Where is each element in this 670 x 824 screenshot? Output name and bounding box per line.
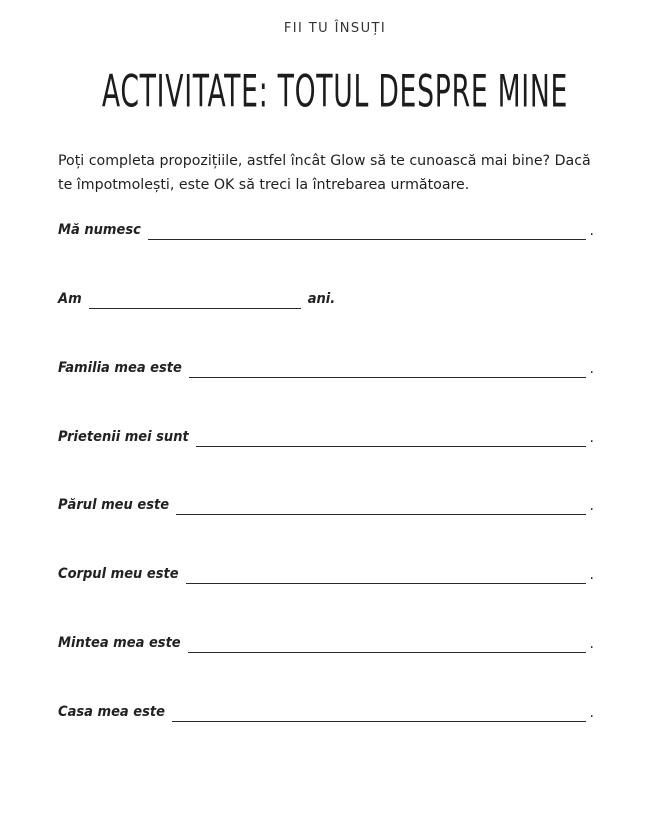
answer-line-hair[interactable] bbox=[176, 496, 585, 515]
prompt-row-friends bbox=[58, 421, 594, 447]
sentence-end: . bbox=[589, 430, 594, 446]
sentence-end: . bbox=[589, 223, 594, 239]
prompt-suffix-age: ani. bbox=[307, 291, 336, 307]
prompt-label-mind: Mintea mea este bbox=[58, 635, 181, 651]
prompt-label-age: Am bbox=[58, 291, 82, 307]
prompt-row-family bbox=[58, 352, 594, 378]
prompt-label-friends: Prietenii mei sunt bbox=[58, 429, 189, 445]
sentence-end: . bbox=[589, 705, 594, 721]
sentence-end: . bbox=[589, 567, 594, 583]
prompt-row-mind bbox=[58, 627, 594, 653]
prompt-row-hair bbox=[58, 489, 594, 515]
prompt-row-name bbox=[58, 214, 594, 240]
prompt-label-hair: Părul meu este bbox=[58, 497, 170, 513]
prompt-row-body bbox=[58, 558, 594, 584]
prompt-label-body: Corpul meu este bbox=[58, 566, 179, 582]
answer-line-name[interactable] bbox=[148, 221, 586, 240]
answer-line-family[interactable] bbox=[189, 359, 586, 378]
section-header: FII TU ÎNSUȚI bbox=[283, 21, 387, 36]
page-title: ACTIVITATE: TOTUL DESPRE MINE bbox=[101, 66, 569, 118]
answer-line-mind[interactable] bbox=[188, 634, 586, 653]
answer-line-home[interactable] bbox=[172, 703, 586, 722]
intro-paragraph: Poți completa propozițiile, astfel încât Glow să te cunoască mai bine? Dacă te împotmolești, este OK să treci la întrebarea următoare. bbox=[58, 153, 591, 193]
prompt-label-family: Familia mea este bbox=[58, 360, 182, 376]
prompt-label-home: Casa mea este bbox=[58, 704, 165, 720]
prompt-row-age bbox=[58, 283, 594, 309]
sentence-end: . bbox=[589, 636, 594, 652]
sentence-end: . bbox=[589, 498, 594, 514]
answer-line-age[interactable] bbox=[89, 290, 301, 309]
prompt-label-name: Mă numesc bbox=[58, 222, 141, 238]
prompt-row-home bbox=[58, 696, 594, 722]
sentence-end: . bbox=[589, 361, 594, 377]
answer-line-friends[interactable] bbox=[196, 428, 586, 447]
answer-line-body[interactable] bbox=[186, 565, 586, 584]
